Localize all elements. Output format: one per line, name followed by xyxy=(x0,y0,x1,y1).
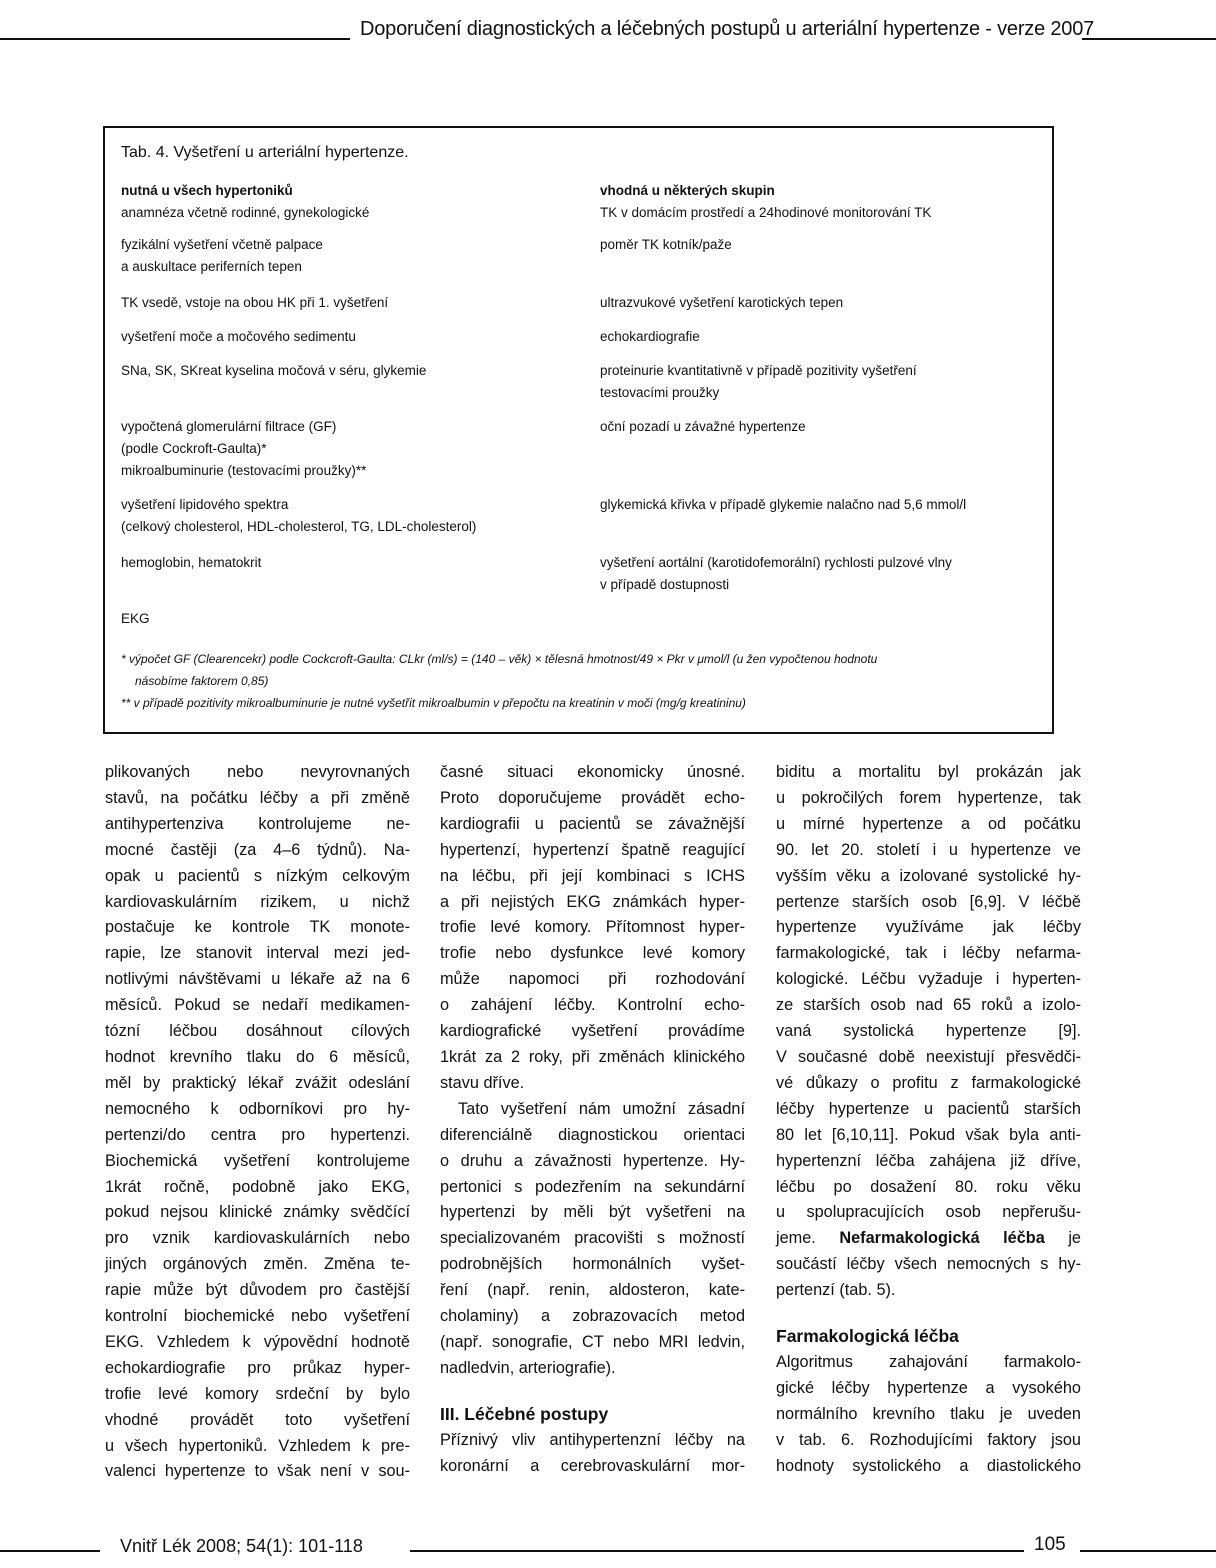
text-line: biditu a mortalitu byl prokázán jak xyxy=(776,763,1081,781)
table-cell xyxy=(121,416,366,482)
text-line: Algoritmus zahajování farmakolo- xyxy=(776,1352,1081,1371)
page-footer xyxy=(0,1532,1216,1562)
footer-rule xyxy=(0,1550,100,1552)
table-cell xyxy=(121,202,369,224)
section-heading: Farmakologická léčba xyxy=(776,1326,959,1347)
text-line: na léčbu, při její kombinaci s ICHS xyxy=(440,866,745,885)
text-line: kontrolní biochemické nebo vyšetření xyxy=(105,1307,410,1326)
table-cell xyxy=(600,416,806,438)
table-cell-line: EKG xyxy=(121,611,150,626)
footer-rule xyxy=(1080,1550,1216,1552)
journal-citation: Vnitř Lék 2008; 54(1): 101-118 xyxy=(120,1536,363,1556)
table-cell-line: vyšetření moče a močového sedimentu xyxy=(121,329,356,344)
text-line: pertonici s podezřením na sekundární xyxy=(440,1177,745,1196)
text-line: pertenzi/do centra pro hypertenzi. xyxy=(105,1125,410,1144)
table-cell-line: v případě dostupnosti xyxy=(600,577,730,592)
footnote-line: * výpočet GF (Clearencekr) podle Cockcroft-Gaulta: CLkr (ml/s) = (140 – věk) × tělesná hmotnost/49 × Pkr v μmol/l (u žen vypočtenou hodnotu xyxy=(121,652,878,666)
table-cell xyxy=(600,326,700,348)
table-cell xyxy=(600,202,931,224)
text-line: diferenciálně diagnostickou orientaci xyxy=(440,1125,745,1144)
text-line: časné situaci ekonomicky únosné. xyxy=(440,763,745,781)
table-cell-line: (podle Cockroft-Gaulta)* xyxy=(121,441,267,456)
text-line: EKG. Vzhledem k výpovědní hodnotě xyxy=(105,1332,410,1351)
text-line: může napomoci při rozhodování xyxy=(440,970,745,989)
text-line: vyšším věku a izolované systolické hy- xyxy=(776,866,1081,885)
table-cell-line: vyšetření lipidového spektra xyxy=(121,497,289,512)
text-line: stavů, na počátku léčby a při změně xyxy=(105,788,410,807)
text-line: postačuje ke kontrole TK monote- xyxy=(105,918,410,937)
text-line: specializovaném pracovišti s možností xyxy=(440,1229,745,1248)
text-line: Biochemická vyšetření kontrolujeme xyxy=(105,1151,410,1170)
text-line: hodnot krevního tlaku do 6 měsíců, xyxy=(105,1047,410,1066)
table-cell-line: a auskultace periferních tepen xyxy=(121,259,302,274)
bold-term: Nefarmakologická léčba xyxy=(839,1229,1045,1248)
text-line: součástí léčby všech nemocných s hy- xyxy=(776,1255,1081,1274)
table-cell xyxy=(121,608,150,630)
text-line: a při nejistých EKG známkách hyper- xyxy=(440,892,745,911)
footnote-line: násobíme faktorem 0,85) xyxy=(135,674,269,688)
text-line: kardiografii u pacientů se závažnější xyxy=(440,814,745,833)
text-line: hypertenzi by měli být vyšetřeni na xyxy=(440,1203,745,1222)
table-cell-line: ultrazvukové vyšetření karotických tepen xyxy=(600,295,844,310)
text-line: hypertenzní léčba zahájena již dříve, xyxy=(776,1151,1081,1170)
text-line: vhodné provádět toto vyšetření xyxy=(105,1410,410,1429)
text-line: u pokročilých forem hypertenze, tak xyxy=(776,788,1081,807)
text-line: 80 let [6,10,11]. Pokud však byla anti- xyxy=(776,1125,1081,1144)
table-cell-line: glykemická křivka v případě glykemie nalačno nad 5,6 mmol/l xyxy=(600,497,967,512)
text-line: echokardiografie pro průkaz hyper- xyxy=(105,1358,410,1377)
table-cell-line: testovacími proužky xyxy=(600,385,720,400)
table-cell xyxy=(121,234,323,278)
text-line: u spolupracujících osob nepřerušu- xyxy=(776,1203,1081,1222)
text-line: hodnoty systolického a diastolického xyxy=(776,1456,1081,1475)
text-line: ze starších osob nad 65 roků a izolo- xyxy=(776,996,1081,1015)
text-line: pertenzí (tab. 5). xyxy=(776,1281,896,1300)
text-line: mocné častěji (za 4–6 týdnů). Na- xyxy=(105,840,410,859)
running-head-title: Doporučení diagnostických a léčebných postupů u arteriální hypertenze - verze 2007 xyxy=(360,18,1095,40)
table-cell xyxy=(121,326,356,348)
table-cell xyxy=(600,494,966,516)
table-cell-line: TK vsedě, vstoje na obou HK při 1. vyšetření xyxy=(121,295,389,310)
text-line: měl by praktický lékař zvážit odeslání xyxy=(105,1073,410,1092)
table-cell xyxy=(600,292,843,314)
text-line: léčbu po dosažení 80. roku věku xyxy=(776,1177,1081,1196)
text-line: antihypertenziva kontrolujeme ne- xyxy=(105,814,410,833)
text-line: hypertenzí, hypertenzí špatně reagující xyxy=(440,840,745,859)
table-cell-line: proteinurie kvantitativně v případě pozitivity vyšetření xyxy=(600,363,917,378)
table-cell-line: mikroalbuminurie (testovacími proužky)** xyxy=(121,463,367,478)
text-line: tózní léčbou dosáhnout cílových xyxy=(105,1022,410,1041)
text-line: pertenze starších osob [6,9]. V léčbě xyxy=(776,892,1081,911)
text-line: v tab. 6. Rozhodujícími faktory jsou xyxy=(776,1430,1081,1449)
table-cell-line: SNa, SK, SKreat kyselina močová v séru, glykemie xyxy=(121,363,427,378)
running-head xyxy=(0,14,1216,54)
text-line: Příznivý vliv antihypertenzní léčby na xyxy=(440,1430,745,1449)
table-cell-line: echokardiografie xyxy=(600,329,700,344)
table-column-head: vhodná u některých skupin xyxy=(600,183,775,198)
section-heading: III. Léčebné postupy xyxy=(440,1403,609,1424)
text-line: vé důkazy o profitu z farmakologické xyxy=(776,1073,1081,1092)
text-line: trofie nebo dysfunkce levé komory xyxy=(440,944,745,963)
text-line: koronární a cerebrovaskulární mor- xyxy=(440,1456,745,1475)
text-line: ření (např. renin, aldosteron, kate- xyxy=(440,1281,745,1300)
text-line: 1krát za 2 roky, při změnách klinického xyxy=(440,1047,745,1066)
table-cell-line: poměr TK kotník/paže xyxy=(600,237,732,252)
table-cell xyxy=(121,552,261,574)
table-footnotes xyxy=(121,648,1041,714)
table-cell-line: anamnéza včetně rodinné, gynekologické xyxy=(121,205,370,220)
table-cell xyxy=(121,494,476,538)
examination-table xyxy=(103,126,1054,734)
table-caption: Tab. 4. Vyšetření u arteriální hypertenze. xyxy=(121,144,409,161)
text-line: V současné době neexistují přesvědči- xyxy=(776,1047,1081,1066)
table-cell xyxy=(600,552,952,596)
table-column-head: nutná u všech hypertoniků xyxy=(121,183,293,198)
text-line: notlivými návštěvami u lékaře až na 6 xyxy=(105,970,410,989)
text-line: plikovaných nebo nevyrovnaných xyxy=(105,763,410,781)
text-line: farmakologické, tak i léčby nefarma- xyxy=(776,944,1081,963)
text-fragment: je xyxy=(1068,1229,1081,1248)
text-line: pokud nejsou klinické známky svědčící xyxy=(105,1203,410,1222)
text-line: trofie levé komory. Přítomnost hyper- xyxy=(440,918,745,937)
table-cell xyxy=(600,234,732,256)
text-line: rapie, lze stanovit interval mezi jed- xyxy=(105,944,410,963)
text-line: o druhu a závažnosti hypertenze. Hy- xyxy=(440,1151,745,1170)
text-line: Proto doporučujeme provádět echo- xyxy=(440,788,745,807)
text-line: gické léčby hypertenze a vysokého xyxy=(776,1378,1081,1397)
table-cell-line: hemoglobin, hematokrit xyxy=(121,555,262,570)
text-line: trofie levé komory srdeční by bylo xyxy=(105,1384,410,1403)
footnote-line: ** v případě pozitivity mikroalbuminurie je nutné vyšetřit mikroalbumin v přepočtu na kreatinin v moči (mg/g kreatininu) xyxy=(121,696,746,710)
text-line: opak u pacientů s nízkým celkovým xyxy=(105,866,410,885)
text-line: valenci hypertenze to však není v sou- xyxy=(105,1462,410,1481)
text-column-3 xyxy=(776,760,1081,1479)
table-cell-line: (celkový cholesterol, HDL-cholesterol, TG, LDL-cholesterol) xyxy=(121,519,477,534)
text-line: cholaminy) a zobrazovacích metod xyxy=(440,1307,745,1326)
text-column-1 xyxy=(105,760,410,1485)
text-line: nemocného k odborníkovi pro hy- xyxy=(105,1099,410,1118)
header-rule-left xyxy=(0,38,350,40)
table-cell-line: oční pozadí u závažné hypertenze xyxy=(600,419,806,434)
text-line: (např. sonografie, CT nebo MRI ledvin, xyxy=(440,1332,745,1351)
text-line: jiných orgánových změn. Změna te- xyxy=(105,1255,410,1274)
text-fragment: jeme. xyxy=(776,1229,816,1248)
text-line: léčby hypertenze u pacientů starších xyxy=(776,1099,1081,1118)
text-line: rapie může být důvodem pro častější xyxy=(105,1281,410,1300)
text-line: hypertenze využíváme jak léčby xyxy=(776,918,1081,937)
table-cell xyxy=(121,360,426,382)
text-line: stavu dříve. xyxy=(440,1073,525,1092)
table-cell xyxy=(600,360,917,404)
table-cell-line: vypočtená glomerulární filtrace (GF) xyxy=(121,419,337,434)
table-cell xyxy=(121,292,388,314)
text-line: o zahájení léčby. Kontrolní echo- xyxy=(440,996,745,1015)
text-line: vaná systolická hypertenze [9]. xyxy=(776,1022,1081,1041)
text-line: pro vznik kardiovaskulárních nebo xyxy=(105,1229,410,1248)
text-line: normálního krevního tlaku je uveden xyxy=(776,1404,1081,1423)
text-line: kardiografické vyšetření provádíme xyxy=(440,1022,745,1041)
text-line: podrobnějších hormonálních vyšet- xyxy=(440,1255,745,1274)
table-cell-line: TK v domácím prostředí a 24hodinové monitorování TK xyxy=(600,205,932,220)
text-line: u mírné hypertenze a od počátku xyxy=(776,814,1081,833)
footer-rule xyxy=(410,1550,1024,1552)
text-column-2 xyxy=(440,760,745,1479)
text-line xyxy=(776,1226,1081,1252)
text-line: měsíců. Pokud se nedaří medikamen- xyxy=(105,996,410,1015)
table-cell-line: fyzikální vyšetření včetně palpace xyxy=(121,237,323,252)
text-line: kardiovaskulárním rizikem, u nichž xyxy=(105,892,410,911)
table-cell-line: vyšetření aortální (karotidofemorální) rychlosti pulzové vlny xyxy=(600,555,952,570)
text-line: kologické. Léčbu vyžaduje i hyperten- xyxy=(776,970,1081,989)
text-line: 90. let 20. století i u hypertenze ve xyxy=(776,840,1081,859)
text-line: nadledvin, arteriografie). xyxy=(440,1358,616,1377)
text-line: u všech hypertoniků. Vzhledem k pre- xyxy=(105,1436,410,1455)
header-rule-right xyxy=(1082,38,1216,40)
page-number: 105 xyxy=(1034,1534,1066,1555)
text-line: Tato vyšetření nám umožní zásadní xyxy=(458,1099,745,1118)
text-line: 1krát ročně, podobně jako EKG, xyxy=(105,1177,410,1196)
